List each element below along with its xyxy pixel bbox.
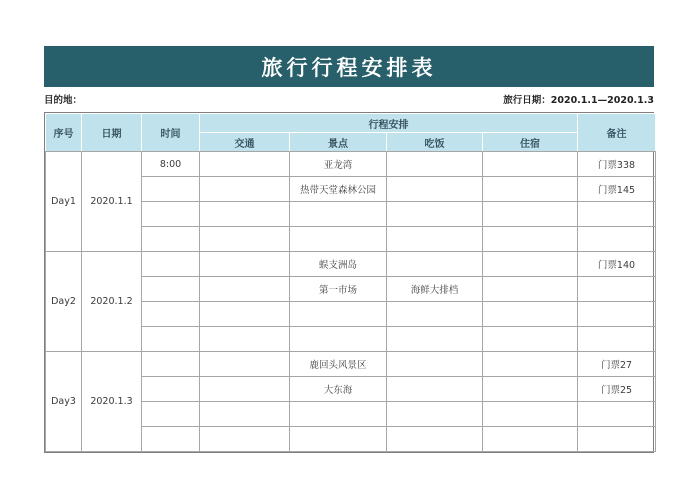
cell-time: [142, 352, 200, 377]
cell-spot: 第一市场: [290, 277, 387, 302]
cell-spot: 蜈支洲岛: [290, 252, 387, 277]
cell-stay: [483, 302, 578, 327]
cell-remark: [578, 277, 656, 302]
cell-time: [142, 302, 200, 327]
cell-transport: [200, 377, 290, 402]
cell-stay: [483, 352, 578, 377]
cell-time: [142, 202, 200, 227]
cell-spot: 大东海: [290, 377, 387, 402]
itinerary-table-wrapper: [44, 112, 654, 453]
col-header-stay: 住宿: [483, 133, 578, 152]
cell-spot: [290, 302, 387, 327]
page-title: 旅行行程安排表: [261, 55, 437, 80]
col-header-time: 时间: [142, 114, 200, 152]
cell-time: [142, 252, 200, 277]
cell-time: [142, 402, 200, 427]
cell-spot: 热带天堂森林公园: [290, 177, 387, 202]
header-row-top: [46, 114, 656, 133]
day-date: 2020.1.2: [82, 252, 142, 352]
cell-transport: [200, 352, 290, 377]
day-label: Day3: [46, 352, 82, 452]
cell-stay: [483, 152, 578, 177]
cell-transport: [200, 277, 290, 302]
table-row: [46, 152, 656, 177]
cell-stay: [483, 327, 578, 352]
col-header-spot: 景点: [290, 133, 387, 152]
cell-remark: [578, 302, 656, 327]
travel-date-label: 旅行日期：2020.1.1—2020.1.3: [503, 95, 654, 106]
col-header-meal: 吃饭: [387, 133, 483, 152]
cell-time: [142, 277, 200, 302]
day-label: Day2: [46, 252, 82, 352]
cell-spot: [290, 227, 387, 252]
cell-transport: [200, 152, 290, 177]
cell-time: [142, 177, 200, 202]
col-header-date: 日期: [82, 114, 142, 152]
cell-remark: [578, 427, 656, 452]
table-row: [46, 252, 656, 277]
cell-transport: [200, 327, 290, 352]
cell-spot: 鹿回头风景区: [290, 352, 387, 377]
cell-spot: [290, 402, 387, 427]
cell-stay: [483, 252, 578, 277]
cell-spot: [290, 327, 387, 352]
table-row: [46, 352, 656, 377]
cell-transport: [200, 302, 290, 327]
col-header-no: 序号: [46, 114, 82, 152]
cell-remark: [578, 327, 656, 352]
cell-meal: [387, 177, 483, 202]
cell-time: [142, 227, 200, 252]
title-bar: [44, 46, 654, 87]
cell-remark: [578, 227, 656, 252]
cell-meal: [387, 227, 483, 252]
cell-spot: [290, 427, 387, 452]
day-label: Day1: [46, 152, 82, 252]
col-header-plan: 行程安排: [200, 114, 578, 133]
cell-stay: [483, 227, 578, 252]
cell-stay: [483, 402, 578, 427]
cell-spot: [290, 202, 387, 227]
cell-time: 8:00: [142, 152, 200, 177]
col-header-remark: 备注: [578, 114, 656, 152]
cell-stay: [483, 202, 578, 227]
cell-remark: [578, 402, 656, 427]
cell-stay: [483, 277, 578, 302]
cell-remark: 门票338: [578, 152, 656, 177]
cell-remark: 门票145: [578, 177, 656, 202]
meta-row: [44, 92, 654, 106]
cell-meal: 海鲜大排档: [387, 277, 483, 302]
cell-meal: [387, 327, 483, 352]
cell-remark: 门票25: [578, 377, 656, 402]
cell-remark: [578, 202, 656, 227]
cell-transport: [200, 427, 290, 452]
cell-transport: [200, 402, 290, 427]
cell-stay: [483, 427, 578, 452]
cell-remark: 门票140: [578, 252, 656, 277]
cell-time: [142, 377, 200, 402]
cell-time: [142, 327, 200, 352]
cell-time: [142, 427, 200, 452]
cell-stay: [483, 177, 578, 202]
cell-meal: [387, 302, 483, 327]
cell-transport: [200, 177, 290, 202]
cell-transport: [200, 227, 290, 252]
day-date: 2020.1.3: [82, 352, 142, 452]
destination-label: 目的地：: [44, 95, 83, 106]
cell-transport: [200, 202, 290, 227]
cell-remark: 门票27: [578, 352, 656, 377]
cell-meal: [387, 427, 483, 452]
day-date: 2020.1.1: [82, 152, 142, 252]
cell-meal: [387, 202, 483, 227]
cell-meal: [387, 352, 483, 377]
cell-meal: [387, 252, 483, 277]
cell-meal: [387, 152, 483, 177]
cell-stay: [483, 377, 578, 402]
cell-meal: [387, 402, 483, 427]
itinerary-table: [45, 113, 656, 452]
cell-spot: 亚龙湾: [290, 152, 387, 177]
cell-meal: [387, 377, 483, 402]
col-header-transport: 交通: [200, 133, 290, 152]
cell-transport: [200, 252, 290, 277]
